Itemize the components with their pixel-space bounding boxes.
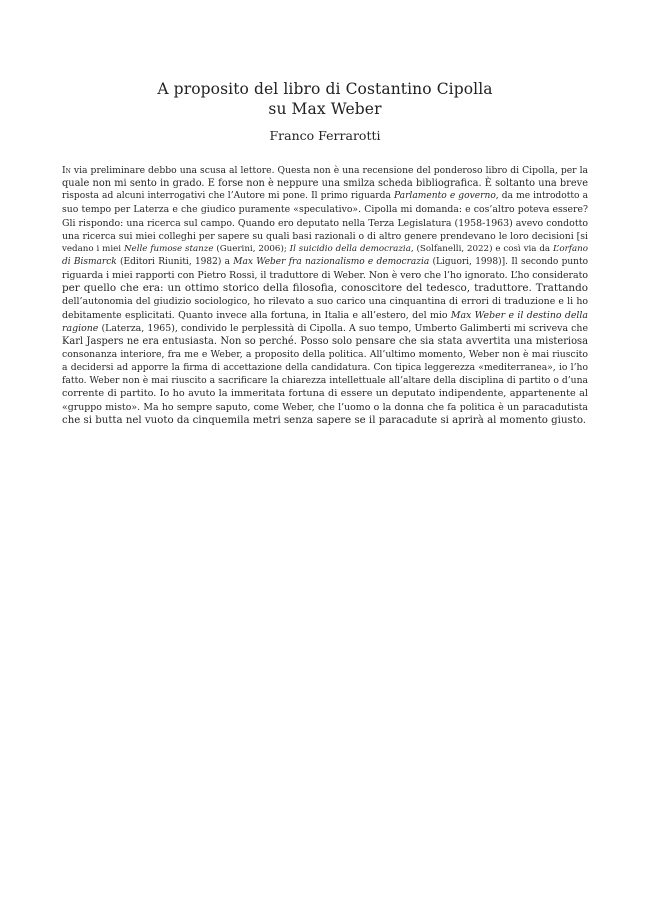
book-title: Max Weber fra nazionalismo e democrazia xyxy=(233,256,430,267)
book-title: Max Weber e il destino della xyxy=(450,309,588,321)
body-line xyxy=(62,243,588,256)
book-title: Parlamento e governo xyxy=(393,191,496,202)
body-line: dell’autonomia del giudizio sociologico, ho rilevato a suo carico una cinquantina di errori di traduzione e li ho xyxy=(62,296,588,308)
body-line xyxy=(62,309,588,322)
body-text-run: (Liguori, 1998)]. Il secondo punto xyxy=(429,256,588,267)
book-title: Il suicidio della democrazia xyxy=(289,243,411,254)
body-line: riguarda i miei rapporti con Pietro Rossi, il traduttore di Weber. Non è vero che l’ho ignorato. L’ho considerato xyxy=(62,270,588,282)
body-text-run: (Laterza, 1965), condivido le perplessità di Cipolla. A suo tempo, Umberto Galimberti mi scriveva che xyxy=(98,322,588,334)
body-text-run: vedano i miei xyxy=(62,243,124,254)
body-line: fatto. Weber non è mai riuscito a sacrificare la chiarezza intellettuale all’altare della disciplina di partito o d’una xyxy=(62,375,588,387)
dropcap: In xyxy=(62,165,71,176)
book-title: Nelle fumose stanze xyxy=(123,243,214,254)
body-line: consonanza interiore, fra me e Weber, a proposito della politica. All’ultimo momento, Weber non è mai riuscito xyxy=(62,348,588,360)
body-line: corrente di partito. Io ho avuto la immeritata fortuna di essere un deputato indipendente, appartenente al xyxy=(62,388,588,400)
article-body xyxy=(62,164,588,427)
body-line xyxy=(62,322,588,335)
article-author: Franco Ferrarotti xyxy=(269,128,381,143)
book-title: di Bismarck xyxy=(62,256,117,267)
body-text-run: risposta ad alcuni interrogativi che l’Autore mi pone. Il primo riguarda xyxy=(62,191,394,202)
article-title-line-2: su Max Weber xyxy=(268,100,382,118)
body-line: a decidersi ad apporre la firma di accettazione della candidatura. Con tipica leggerezza «mediterranea», io l’ho xyxy=(62,362,588,374)
body-text-run: , (Solfanelli, 2022) e così via da xyxy=(410,243,553,254)
body-line: «gruppo misto». Ma ho sempre saputo, come Weber, che l’uomo o la donna che fa politica è un paracadutista xyxy=(62,401,588,413)
body-line: quale non mi sento in grado. E forse non è neppure una smilza scheda bibliografica. È soltanto una breve xyxy=(62,178,588,190)
body-line: per quello che era: un ottimo storico della filosofia, conoscitore del tedesco, traduttore. Trattando xyxy=(62,282,588,295)
article-title-line-1: A proposito del libro di Costantino Cipolla xyxy=(157,80,493,98)
body-line: Karl Jaspers ne era entusiasta. Non so perché. Posso solo pensare che sia stata avvertita una misteriosa xyxy=(62,335,588,347)
body-line: suo tempo per Laterza e che giudico puramente «speculativo». Cipolla mi domanda: e cos’altro poteva essere? xyxy=(62,204,588,216)
body-text-run: (Guerini, 2006); xyxy=(213,243,290,254)
body-line xyxy=(62,164,588,177)
body-text-run: debitamente esplicitati. Quanto invece alla fortuna, in Italia e all’estero, del mio xyxy=(62,309,451,321)
book-title: ragione xyxy=(62,322,99,334)
body-line xyxy=(62,190,588,203)
body-text-run: (Editori Riuniti, 1982) a xyxy=(116,256,234,267)
book-title: L’orfano xyxy=(552,243,588,254)
body-text-run: via preliminare debbo una scusa al lettore. Questa non è una recensione del ponderoso libro di Cipolla, per la xyxy=(70,165,588,176)
body-line: una ricerca sui miei colleghi per sapere su quali basi razionali o di altro genere prendevano le loro decisioni [si xyxy=(62,230,588,242)
body-line: che si butta nel vuoto da cinquemila metri senza sapere se il paracadute si aprirà al momento giusto. xyxy=(62,414,587,426)
body-text-run: , da me introdotto a xyxy=(495,191,588,202)
body-line xyxy=(62,256,588,269)
body-line: Gli rispondo: una ricerca sul campo. Quando ero deputato nella Terza Legislatura (1958-1963) avevo condotto xyxy=(62,217,588,229)
